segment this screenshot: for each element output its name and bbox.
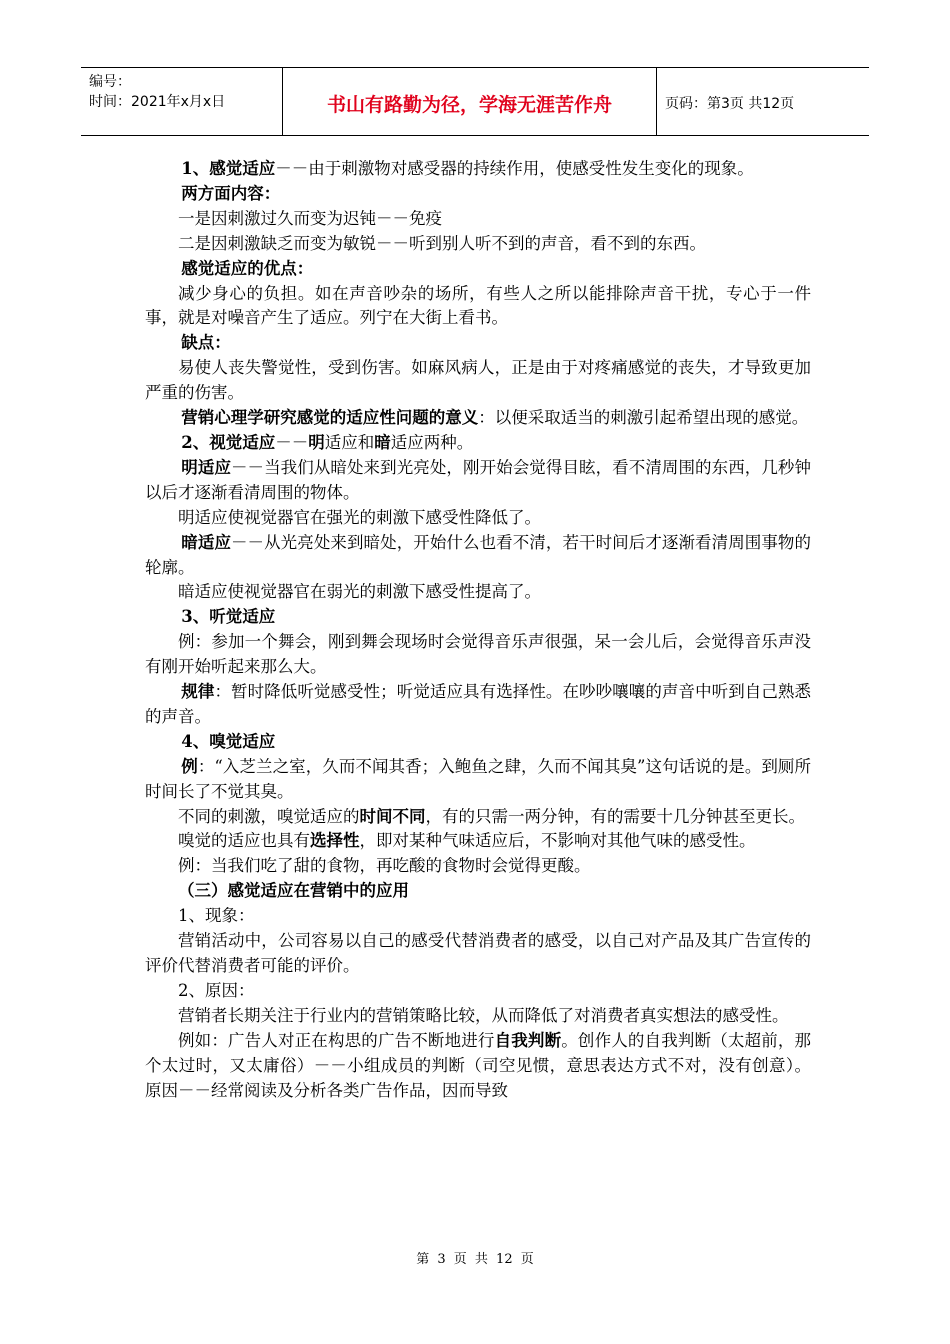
- paragraph-text: 例如：广告人对正在构思的广告不断地进行: [178, 1030, 495, 1050]
- paragraph: 暗适应使视觉器官在弱光的刺激下感受性提高了。: [178, 582, 541, 602]
- bold-term: 暗: [374, 432, 391, 452]
- paragraph-text: －－从光亮处来到暗处，开始什么也看不清，若干时间后才逐渐看清周围事物的轮廓。: [145, 532, 812, 577]
- paragraph: 明适应使视觉器官在强光的刺激下感受性降低了。: [178, 507, 541, 527]
- paragraph: [145, 331, 811, 356]
- paragraph-text: －－当我们从暗处来到光亮处，刚开始会觉得目眩，看不清周围的东西，几秒钟以后才逐渐看清周围的物体。: [145, 457, 812, 502]
- paragraph: [145, 257, 811, 282]
- bold-term: 暗适应: [181, 532, 232, 552]
- bold-term: 选择性: [310, 831, 360, 851]
- paragraph: [145, 182, 811, 207]
- paragraph: 二是因刺激缺乏而变为敏锐－－听到别人听不到的声音，看不到的东西。: [178, 233, 706, 253]
- paragraph-text: 。创作人的自我判断（太超前，那个太过时，又太庸俗）－－小组成员的判断（司空见惯，意思表达方式不对，没有创意）。原因－－经常阅读及分析各类广告作品，因而导致: [145, 1030, 812, 1100]
- paragraph: [145, 805, 811, 830]
- paragraph: [145, 680, 811, 730]
- section-heading: 3、听觉适应: [181, 607, 276, 627]
- paragraph: [145, 1029, 811, 1104]
- paragraph: 易使人丧失警觉性，受到伤害。如麻风病人，正是由于对疼痛感觉的丧失，才导致更加严重的伤害。: [145, 358, 811, 403]
- bold-label: 两方面内容：: [181, 183, 281, 203]
- paragraph: [145, 755, 811, 805]
- paragraph: 营销者长期关注于行业内的营销策略比较，从而降低了对消费者真实想法的感受性。: [178, 1005, 789, 1025]
- section-heading: （三）感觉适应在营销中的应用: [178, 881, 409, 901]
- section-heading: 4、嗅觉适应: [181, 731, 276, 751]
- paragraph-text: ：以便采取适当的刺激引起希望出现的感觉。: [478, 408, 809, 428]
- header-meta: [81, 68, 283, 135]
- bold-label: 感觉适应的优点：: [181, 258, 314, 278]
- section-heading: 1、感觉适应: [181, 159, 276, 178]
- paragraph: 例：当我们吃了甜的食物，再吃酸的食物时会觉得更酸。: [178, 856, 591, 876]
- paragraph-text: ，有的只需一两分钟，有的需要十几分钟甚至更长。: [425, 806, 805, 826]
- paragraph: [145, 456, 811, 506]
- paragraph-text: －－由于刺激物对感受器的持续作用，使感受性发生变化的现象。: [275, 159, 754, 178]
- paragraph: 一是因刺激过久而变为迟钝－－免疫: [178, 208, 442, 228]
- paragraph-text: －－: [275, 432, 309, 452]
- paragraph-text: ，即对某种气味适应后，不影响对其他气味的感受性。: [359, 831, 756, 851]
- bold-label: 营销心理学研究感觉的适应性问题的意义: [181, 408, 479, 428]
- paragraph: 营销活动中，公司容易以自己的感受代替消费者的感受，以自己对产品及其广告宣传的评价代替消费者可能的评价。: [145, 931, 811, 975]
- page-footer: 第 3 页 共 12 页: [416, 1252, 534, 1267]
- header-motto: 书山有路勤为径，学海无涯苦作舟: [283, 68, 657, 135]
- paragraph: [145, 406, 811, 431]
- paragraph: [145, 829, 811, 854]
- paragraph: 减少身心的负担。如在声音吵杂的场所，有些人之所以能排除声音干扰，专心于一件事，就是对噪音产生了适应。列宁在大街上看书。: [145, 283, 811, 328]
- bold-label: 缺点：: [181, 333, 231, 353]
- paragraph-text: 嗅觉的适应也具有: [178, 831, 310, 851]
- paragraph: [145, 531, 811, 581]
- paragraph-text: 适应和: [324, 432, 375, 452]
- bold-term: 自我判断: [494, 1030, 562, 1050]
- paragraph-text: ：暂时降低听觉感受性；听觉适应具有选择性。在吵吵嚷嚷的声音中听到自己熟悉的声音。: [145, 682, 812, 726]
- bold-term: 明: [308, 432, 325, 452]
- paragraph: 2、原因：: [178, 980, 255, 1000]
- paragraph: [145, 605, 811, 630]
- bold-term: 例: [181, 756, 198, 776]
- document-number-label: 编号：: [89, 74, 131, 90]
- document-date: 时间：2021年x月x日: [89, 94, 226, 110]
- paragraph-text: ：“入芝兰之室，久而不闻其香；入鲍鱼之肆，久而不闻其臭”这句话说的是。到厕所时间长了不觉其臭。: [145, 756, 811, 801]
- section-heading: 2、视觉适应: [181, 432, 276, 452]
- paragraph: [145, 157, 811, 182]
- paragraph: [145, 431, 811, 456]
- page-header: [81, 67, 869, 136]
- paragraph-text: 适应两种。: [390, 432, 474, 452]
- bold-term: 规律: [181, 682, 215, 702]
- paragraph: [145, 879, 811, 904]
- document-body: [145, 157, 811, 1103]
- bold-term: 时间不同: [359, 806, 426, 826]
- paragraph: 例：参加一个舞会，刚到舞会现场时会觉得音乐声很强，呆一会儿后，会觉得音乐声没有刚开始听起来那么大。: [145, 632, 811, 677]
- bold-term: 明适应: [181, 457, 232, 477]
- paragraph: [145, 730, 811, 755]
- paragraph-text: 不同的刺激，嗅觉适应的: [178, 806, 360, 826]
- paragraph: 1、现象：: [178, 906, 255, 926]
- header-page-info: 页码：第3页 共12页: [665, 95, 795, 112]
